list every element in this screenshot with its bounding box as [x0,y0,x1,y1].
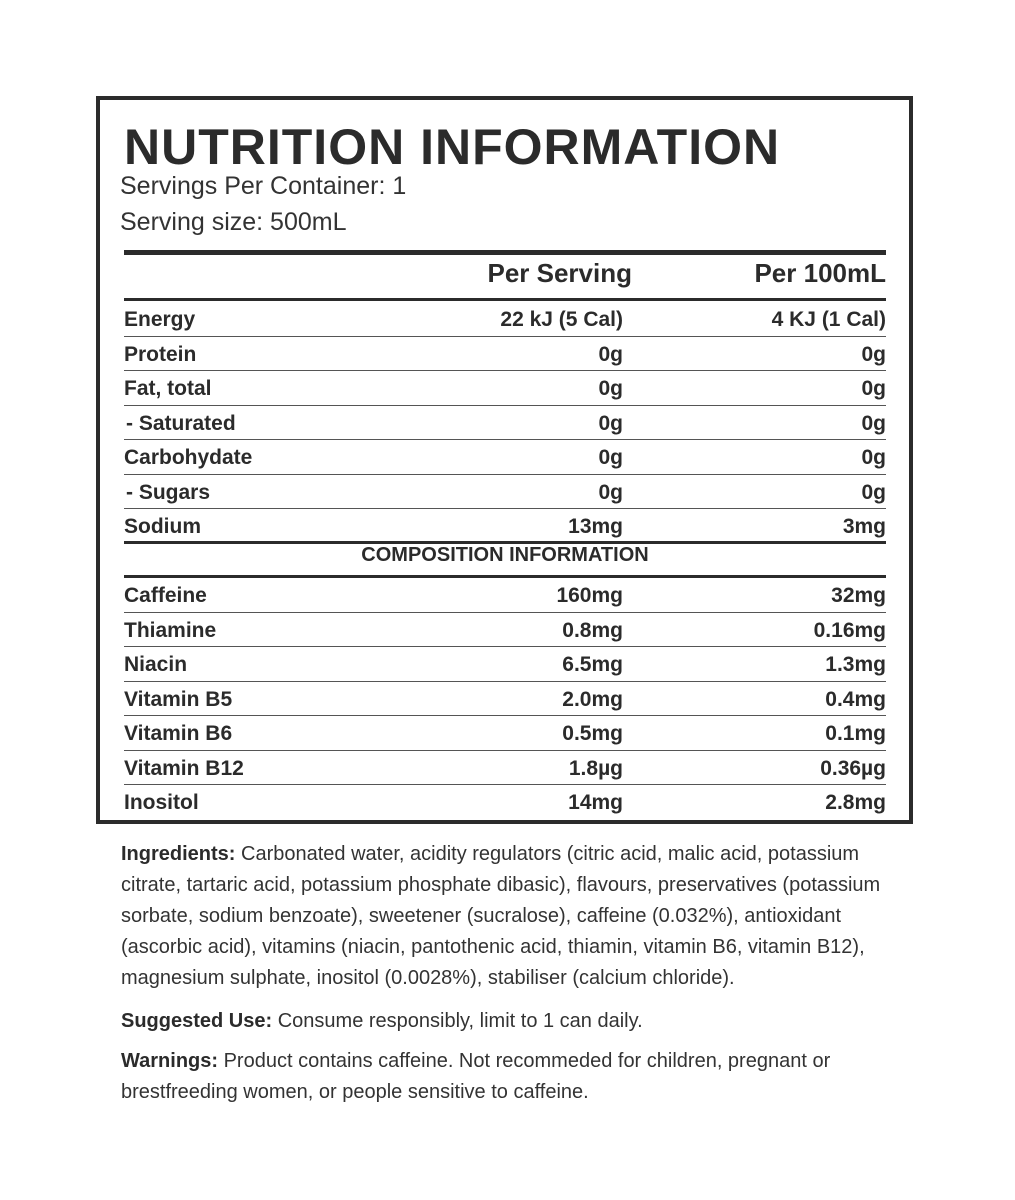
nutrition-panel [96,96,913,824]
row-per-serving: 0g [598,377,623,400]
row-per-100ml: 0.4mg [825,687,886,711]
row-label: Carbohydate [124,446,253,469]
suggested-use-block [121,1006,901,1037]
suggested-use-label: Suggested Use: [121,1010,273,1032]
row-per-100ml: 0g [861,446,886,469]
nutrition-table [124,302,886,544]
warnings-block [121,1046,901,1108]
row-label: - Saturated [126,411,236,435]
row-per-100ml: 0g [861,411,886,435]
header-rule [124,298,886,301]
row-per-serving: 22 kJ (5 Cal) [500,308,623,331]
row-per-100ml: 0.36µg [820,756,886,780]
col-header-per-serving: Per Serving [487,258,632,288]
row-per-serving: 0g [598,411,623,435]
ingredients-block [121,839,901,994]
row-per-serving: 1.8µg [568,756,623,780]
row-per-100ml: 32mg [831,584,886,607]
warnings-label: Warnings: [121,1050,219,1072]
table-row [124,682,886,717]
composition-table [124,578,886,820]
row-per-serving: 0g [598,342,623,366]
row-per-serving: 14mg [568,791,623,814]
ingredients-text: Carbonated water, acidity regulators (citric acid, malic acid, potassium citrate, tartaric acid, potassium phosphate dibasic), flavours, preservatives (potassium sorbate, sodium benzoate), sweetener (sucralose), caffeine (0.032%), antioxidant (ascorbic acid), vitamins (niacin, pantothenic acid, thiamin, vitamin B6, vitamin B12), magnesium sulphate, inositol (0.0028%), stabiliser (calcium chloride). [121,843,881,989]
row-label: Fat, total [124,377,212,400]
top-rule [124,250,886,255]
table-row [124,751,886,786]
table-row [124,716,886,751]
row-per-100ml: 0.16mg [813,618,886,642]
table-row [124,578,886,613]
row-per-serving: 2.0mg [562,687,623,711]
row-label: Caffeine [124,584,207,607]
row-label: - Sugars [126,480,211,504]
suggested-use-text: Consume responsibly, limit to 1 can daily. [277,1010,643,1032]
row-label: Vitamin B12 [124,756,244,780]
row-per-serving: 0.8mg [562,618,623,642]
warnings-text: Product contains caffeine. Not recommeded for children, pregnant or brestfreeding women, or people sensitive to caffeine. [121,1050,831,1103]
col-header-per-100ml: Per 100mL [754,258,886,288]
row-per-100ml: 0.1mg [825,722,886,745]
table-row [124,302,886,337]
row-label: Vitamin B5 [124,687,233,711]
row-per-serving: 6.5mg [562,653,623,676]
composition-title: COMPOSITION INFORMATION [361,544,649,566]
panel-title: NUTRITION INFORMATION [124,119,781,175]
row-per-serving: 160mg [556,584,623,607]
row-per-100ml: 0g [861,377,886,400]
row-per-100ml: 0g [861,342,886,366]
row-per-100ml: 4 KJ (1 Cal) [771,308,886,331]
serving-size: Serving size: 500mL [120,208,347,236]
row-per-100ml: 2.8mg [825,791,886,814]
row-per-100ml: 3mg [842,515,886,538]
row-label: Thiamine [124,618,217,642]
row-per-serving: 0g [598,480,623,504]
row-per-serving: 0.5mg [562,722,623,745]
row-per-serving: 13mg [568,515,623,538]
ingredients-label: Ingredients: [121,843,236,865]
table-row [124,647,886,682]
row-label: Vitamin B6 [124,722,233,745]
row-per-100ml: 1.3mg [825,653,886,676]
table-row [124,785,886,820]
row-label: Sodium [124,515,201,538]
table-row [124,509,886,544]
row-per-100ml: 0g [861,480,886,504]
table-row [124,406,886,441]
table-row [124,475,886,510]
servings-per-container: Servings Per Container: 1 [120,172,407,200]
table-row [124,337,886,372]
table-row [124,613,886,648]
table-row [124,440,886,475]
row-label: Niacin [124,653,188,676]
row-label: Inositol [124,791,199,814]
row-per-serving: 0g [598,446,623,469]
row-label: Energy [124,308,196,331]
table-row [124,371,886,406]
row-label: Protein [124,342,197,366]
